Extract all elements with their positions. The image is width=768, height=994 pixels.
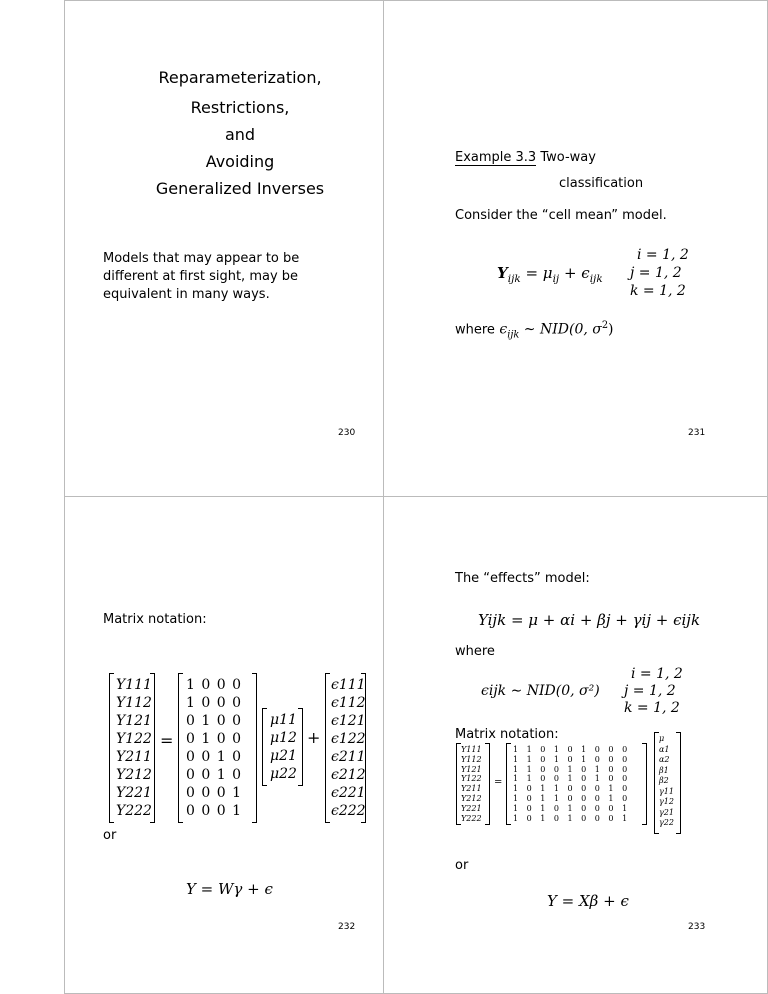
eps-bracket-right xyxy=(361,673,366,823)
y-entry: Y122 xyxy=(116,731,152,747)
divider-vertical xyxy=(383,0,384,994)
range-k: k = 1, 2 xyxy=(624,700,680,716)
y-entry: Y112 xyxy=(116,695,152,711)
x-row: 1 0 1 1 0 0 0 1 0 xyxy=(513,784,628,794)
y-entry: Y222 xyxy=(461,813,482,823)
title-line-4: Avoiding xyxy=(205,152,275,171)
dist-sub: ijk xyxy=(507,329,520,341)
eps-entry: ϵ212 xyxy=(331,767,366,783)
mu-bracket-right xyxy=(298,708,303,786)
beta-entry: β2 xyxy=(659,776,669,785)
eq-eps: + ϵ xyxy=(559,264,590,282)
beta-entry: γ21 xyxy=(659,807,674,817)
eps-entry: ϵ112 xyxy=(331,695,366,711)
w-row: 0 0 0 1 xyxy=(186,803,241,819)
x-row: 1 1 0 1 0 1 0 0 0 xyxy=(513,754,628,764)
effects-equation: Yijk = μ + αi + βj + γij + ϵijk xyxy=(478,611,701,629)
w-row: 0 0 1 0 xyxy=(186,749,241,765)
range-i: i = 1, 2 xyxy=(631,666,683,682)
x-bracket-right xyxy=(642,743,647,825)
example-title: Two-way xyxy=(540,150,596,165)
intro-paragraph xyxy=(103,250,299,304)
eq-eps-sub: ijk xyxy=(589,273,603,285)
mu-vector xyxy=(270,711,297,783)
beta-entry: α2 xyxy=(659,755,670,764)
y-bracket-left xyxy=(109,673,114,823)
eq-y-sub: ijk xyxy=(507,273,521,285)
w-bracket-right xyxy=(252,673,257,823)
x-row: 1 0 1 0 1 0 0 0 1 xyxy=(513,813,628,823)
eps-bracket-left xyxy=(325,673,330,823)
beta-entry: β1 xyxy=(659,765,669,775)
example-heading xyxy=(455,150,596,165)
eps-entry: ϵ121 xyxy=(331,713,366,729)
cell-mean-equation xyxy=(497,264,603,285)
range-j: j = 1, 2 xyxy=(630,265,682,281)
x-row: 1 0 1 0 1 0 0 0 1 xyxy=(513,803,628,813)
x-row: 1 1 0 1 0 1 0 0 0 xyxy=(513,745,628,754)
w-row: 0 1 0 0 xyxy=(186,731,241,747)
y-entry: Y122 xyxy=(461,774,482,784)
w-row: 0 0 0 1 xyxy=(186,785,241,801)
beta-vector xyxy=(659,734,674,829)
mu-entry: μ22 xyxy=(270,766,297,782)
example-subtitle: classification xyxy=(559,176,644,191)
where-label: where xyxy=(455,644,495,659)
x-row: 1 1 0 0 1 0 1 0 0 xyxy=(513,764,628,774)
x-row: 1 0 1 1 0 0 0 1 0 xyxy=(513,793,628,803)
matrix-heading: Matrix notation: xyxy=(103,612,207,627)
eq-y: Y xyxy=(497,264,508,282)
y-entry: Y121 xyxy=(461,764,482,774)
compact-equation: Y = Xβ + ϵ xyxy=(547,892,629,910)
mu-bracket-left xyxy=(262,708,267,786)
index-ranges xyxy=(630,246,689,300)
y-entry: Y111 xyxy=(116,677,152,693)
eq-mu: = μ xyxy=(520,264,553,282)
y-entry: Y211 xyxy=(116,749,152,765)
eps-entry: ϵ222 xyxy=(331,803,366,819)
w-bracket-left xyxy=(178,673,183,823)
dist-eps: ϵ xyxy=(499,321,508,338)
y-entry: Y212 xyxy=(461,793,482,803)
x-matrix xyxy=(513,745,627,823)
equals-sign: = xyxy=(160,731,174,750)
title-line-3: and xyxy=(224,125,256,144)
beta-entry: γ12 xyxy=(659,797,674,806)
beta-entry: μ xyxy=(659,734,665,743)
plus-sign: + xyxy=(307,728,321,747)
beta-bracket-right xyxy=(676,732,681,834)
beta-entry: γ11 xyxy=(659,786,674,796)
beta-entry: α1 xyxy=(659,744,670,754)
effects-heading: The “effects” model: xyxy=(455,571,590,586)
where-label: where xyxy=(455,322,495,338)
w-row: 0 1 0 0 xyxy=(186,713,241,729)
y-bracket-right xyxy=(150,673,155,823)
eps-entry: ϵ221 xyxy=(331,785,366,801)
intro-line: equivalent in many ways. xyxy=(103,287,270,302)
x-row: 1 1 0 0 1 0 1 0 0 xyxy=(513,774,628,784)
y-entry: Y221 xyxy=(116,785,152,801)
page-frame xyxy=(64,0,768,994)
eps-entry: ϵ111 xyxy=(331,677,366,693)
w-row: 1 0 0 0 xyxy=(186,695,241,711)
eq-mu-sub: ij xyxy=(552,273,560,285)
equals-sign: = xyxy=(494,777,503,788)
w-matrix xyxy=(186,676,241,820)
eps-entry: ϵ122 xyxy=(331,731,366,747)
page-number: 231 xyxy=(688,428,706,438)
dist-rest: ∼ NID(0, σ xyxy=(519,321,602,338)
w-row: 0 0 1 0 xyxy=(186,767,241,783)
consider-text: Consider the “cell mean” model. xyxy=(455,208,667,223)
intro-line: Models that may appear to be xyxy=(103,251,300,266)
dist-sup: 2 xyxy=(601,320,609,331)
example-label: Example 3.3 xyxy=(455,150,537,165)
compact-equation: Y = Wγ + ϵ xyxy=(186,880,273,898)
index-ranges xyxy=(624,666,683,717)
range-j: j = 1, 2 xyxy=(624,683,676,699)
distribution-line xyxy=(455,320,614,340)
x-bracket-left xyxy=(506,743,511,825)
mu-entry: μ21 xyxy=(270,748,297,764)
y-entry: Y212 xyxy=(116,767,152,783)
title-line-2: Restrictions, xyxy=(190,98,290,117)
title-line-5: Generalized Inverses xyxy=(155,179,325,198)
title-line-1: Reparameterization, xyxy=(158,68,322,87)
y-entry: Y111 xyxy=(461,745,482,754)
intro-line: different at first sight, may be xyxy=(103,269,299,284)
y-bracket-right xyxy=(485,743,490,825)
or-label: or xyxy=(455,858,469,873)
y-entry: Y121 xyxy=(116,713,152,729)
mu-entry: μ11 xyxy=(270,712,297,728)
dist-close: ) xyxy=(608,321,614,338)
or-label: or xyxy=(103,828,117,843)
beta-entry: γ22 xyxy=(659,818,674,827)
page-number: 232 xyxy=(338,922,356,932)
page-number: 233 xyxy=(688,922,706,932)
y-entry: Y221 xyxy=(461,803,482,813)
y-entry: Y211 xyxy=(461,784,482,794)
range-i: i = 1, 2 xyxy=(637,247,689,263)
y-vector xyxy=(116,676,152,820)
y-entry: Y112 xyxy=(461,754,482,764)
matrix-heading: Matrix notation: xyxy=(455,727,559,742)
distribution: ϵijk ∼ NID(0, σ²) xyxy=(481,683,600,699)
divider-horizontal xyxy=(64,496,767,497)
page-number: 230 xyxy=(338,428,356,438)
w-row: 1 0 0 0 xyxy=(186,677,241,693)
mu-entry: μ12 xyxy=(270,730,297,746)
y-entry: Y222 xyxy=(116,803,152,819)
eps-entry: ϵ211 xyxy=(331,749,366,765)
range-k: k = 1, 2 xyxy=(630,283,686,299)
y-vector xyxy=(461,745,482,823)
